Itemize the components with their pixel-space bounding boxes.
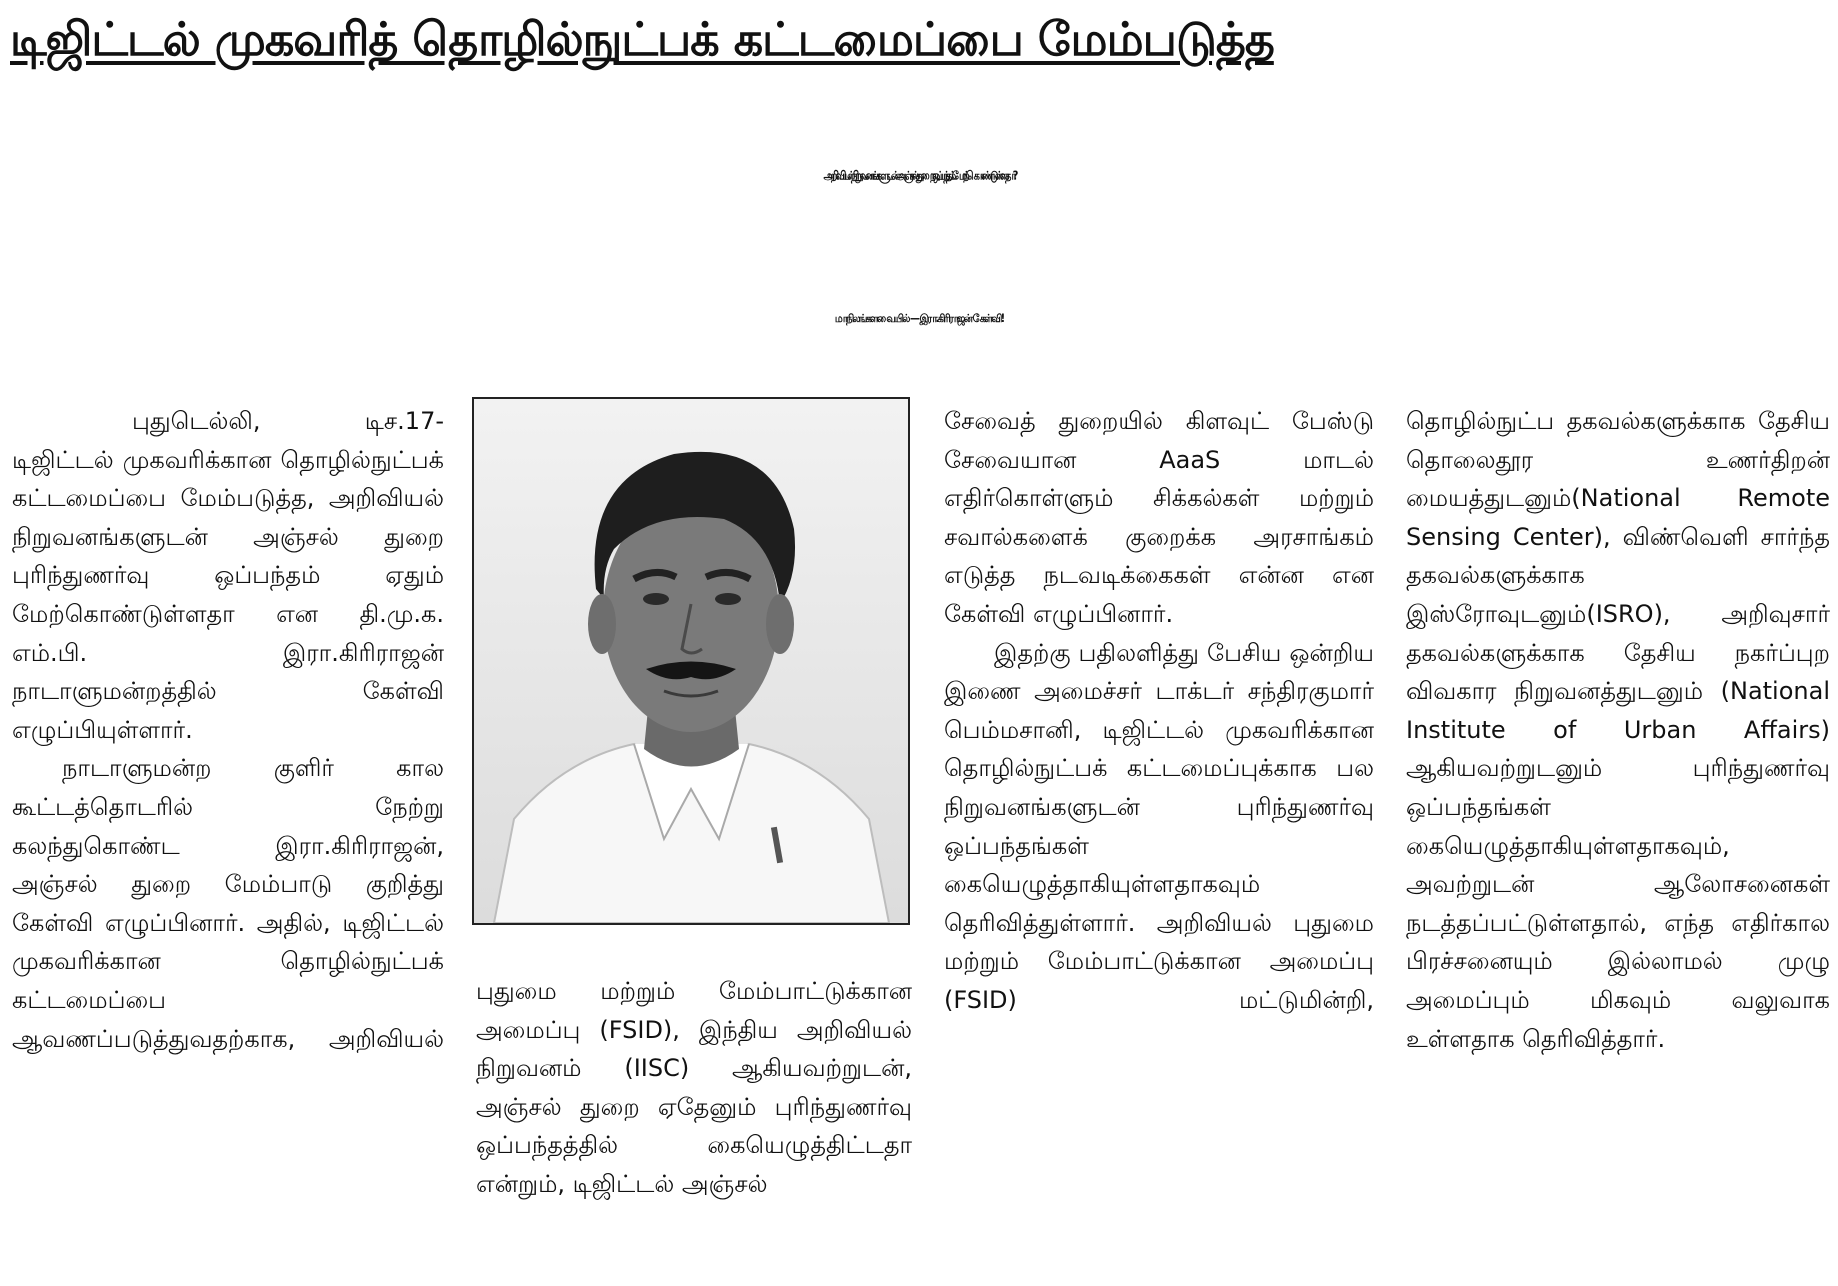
column-4-paragraph-1: தொழில்நுட்ப தகவல்களுக்காக தேசிய தொலைதூர உணர்திறன் மையத்துடனும்(National Remote Sensing Center), விண்வெளி சார்ந்த தகவல்களுக்காக இஸ்ரோவுடனும்(ISRO), அறிவுசார் தகவல்களுக்காக தேசிய நகர்ப்புற விவகார நிறுவனத்துடனும் (National Institute of Urban Affairs) ஆகியவற்றுடனும் புரிந்துணர்வு ஒப்பந்தங்கள் கையெழுத்தாகியுள்ளதாகவும், அவற்றுடன் ஆலோசனைகள் நடத்தப்பட்டுள்ளதால், எந்த எதிர்கால பிரச்சனையும் இல்லாமல் முழு அமைப்பும் மிகவும் வலுவாக உள்ளதாக தெரிவித்தார். bbox=[1406, 407, 1830, 1053]
column-1-paragraph-1: புதுடெல்லி, டிச.17- டிஜிட்டல் முகவரிக்கான தொழில்நுட்பக் கட்டமைப்பை மேம்படுத்த, அறிவியல் நிறுவனங்களுடன் அஞ்சல் துறை புரிந்துணர்வு ஒப்பந்தம் ஏதும் மேற்கொண்டுள்ளதா என தி.மு.க. எம்.பி. இரா.கிரிராஜன் நாடாளுமன்றத்தில் கேள்வி எழுப்பியுள்ளார். bbox=[12, 407, 444, 744]
article-column-3 bbox=[944, 402, 1374, 1020]
article-kicker: டிஜிட்டல் முகவரித் தொழில்நுட்பக் கட்டமைப்பை மேம்படுத்த bbox=[10, 12, 1274, 66]
article-subhead: மாநிலங்களவையில் — இரா.கிரிராஜன் கேள்வி! bbox=[834, 313, 1004, 326]
column-2-paragraph-1: புதுமை மற்றும் மேம்பாட்டுக்கான அமைப்பு (FSID), இந்திய அறிவியல் நிறுவனம் (IISC) ஆகியவற்றுடன், அஞ்சல் துறை ஏதேனும் புரிந்துணர்வு ஒப்பந்தத்தில் கையெழுத்திட்டதா என்றும், டிஜிட்டல் அஞ்சல் bbox=[476, 977, 912, 1198]
column-3-paragraph-1: சேவைத் துறையில் கிளவுட் பேஸ்டு சேவையான AaaS மாடல் எதிர்கொள்ளும் சிக்கல்கள் மற்றும் சவால்களைக் குறைக்க அரசாங்கம் எடுத்த நடவடிக்கைகள் என்ன என கேள்வி எழுப்பினார். bbox=[944, 407, 1374, 628]
article-column-1 bbox=[12, 402, 444, 1058]
article-headline: அறிவியல் நிறுவனங்களுடன் அஞ்சல்துறை ஒப்பந்தம் மேற்கொண்டுள்ளதா? bbox=[823, 169, 1015, 184]
article-column-2 bbox=[476, 972, 912, 1204]
column-3-paragraph-2: இதற்கு பதிலளித்து பேசிய ஒன்றிய இணை அமைச்சர் டாக்டர் சந்திரகுமார் பெம்மசானி, டிஜிட்டல் முகவரிக்கான தொழில்நுட்பக் கட்டமைப்புக்காக பல நிறுவனங்களுடன் புரிந்துணர்வு ஒப்பந்தங்கள் கையெழுத்தாகியுள்ளதாகவும் தெரிவித்துள்ளார். அறிவியல் புதுமை மற்றும் மேம்பாட்டுக்கான அமைப்பு (FSID) மட்டுமின்றி, bbox=[944, 638, 1374, 1014]
portrait-photo bbox=[472, 397, 910, 925]
article-column-4 bbox=[1406, 402, 1830, 1058]
column-1-paragraph-2: நாடாளுமன்ற குளிர் கால கூட்டத்தொடரில் நேற்று கலந்துகொண்ட இரா.கிரிராஜன், அஞ்சல் துறை மேம்பாடு குறித்து கேள்வி எழுப்பினார். அதில், டிஜிட்டல் முகவரிக்கான தொழில்நுட்பக் கட்டமைப்பை ஆவணப்படுத்துவதற்காக, அறிவியல் bbox=[12, 754, 444, 1053]
